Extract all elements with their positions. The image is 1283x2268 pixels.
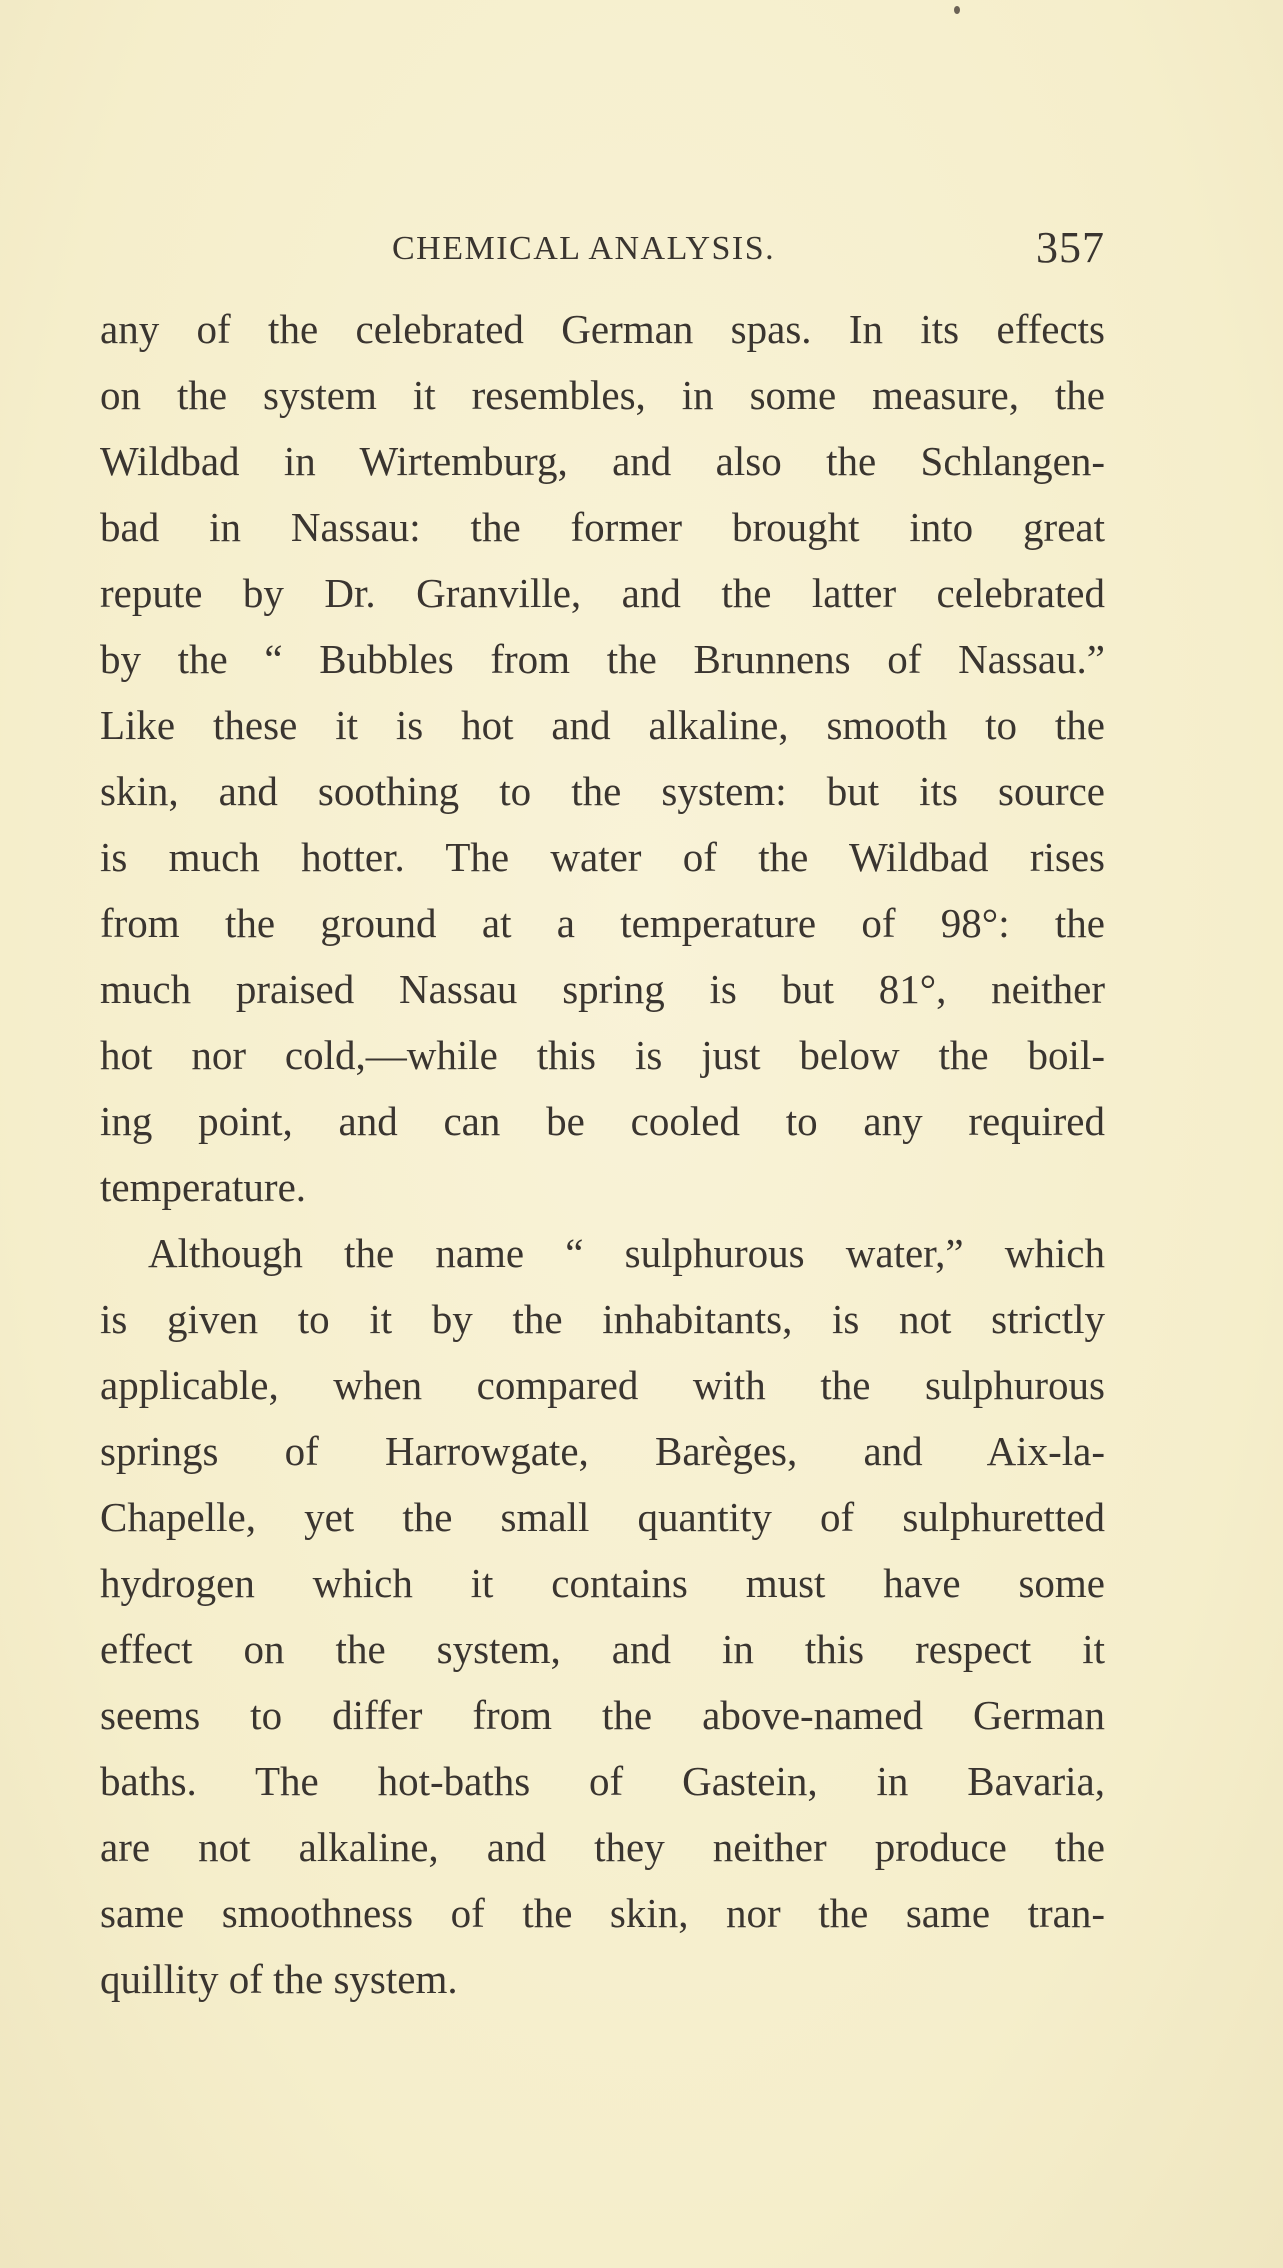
text-line: hot nor cold,—while this is just below the boil- [100, 1032, 1105, 1078]
text-line: are not alkaline, and they neither produce the [100, 1824, 1105, 1870]
text-line: on the system it resembles, in some measure, the [100, 372, 1105, 418]
text-line: Like these it is hot and alkaline, smooth to the [100, 702, 1105, 748]
text-line: is much hotter. The water of the Wildbad rises [100, 834, 1105, 880]
paragraph-start-line: Although the name “ sulphurous water,” which [148, 1230, 1105, 1276]
text-line: any of the celebrated German spas. In its effects [100, 306, 1105, 352]
text-line: springs of Harrowgate, Barèges, and Aix-la- [100, 1428, 1105, 1474]
text-line: applicable, when compared with the sulphurous [100, 1362, 1105, 1408]
text-line: much praised Nassau spring is but 81°, neither [100, 966, 1105, 1012]
text-line: skin, and soothing to the system: but its source [100, 768, 1105, 814]
text-line: repute by Dr. Granville, and the latter celebrated [100, 570, 1105, 616]
paragraph-end-line: quillity of the system. [100, 1956, 458, 2002]
text-line: hydrogen which it contains must have some [100, 1560, 1105, 1606]
text-line: baths. The hot-baths of Gastein, in Bavaria, [100, 1758, 1105, 1804]
text-line: is given to it by the inhabitants, is not strictly [100, 1296, 1105, 1342]
text-line: Chapelle, yet the small quantity of sulphuretted [100, 1494, 1105, 1540]
text-line: same smoothness of the skin, nor the same tran- [100, 1890, 1105, 1936]
text-line: from the ground at a temperature of 98°: the [100, 900, 1105, 946]
page-header [100, 222, 1105, 282]
text-line: Wildbad in Wirtemburg, and also the Schlangen- [100, 438, 1105, 484]
text-line: by the “ Bubbles from the Brunnens of Nassau.” [100, 636, 1105, 682]
text-line: seems to differ from the above-named German [100, 1692, 1105, 1738]
text-line: bad in Nassau: the former brought into great [100, 504, 1105, 550]
paragraph-end-line: temperature. [100, 1164, 307, 1210]
text-line: ing point, and can be cooled to any required [100, 1098, 1105, 1144]
page-body [100, 296, 1105, 2012]
text-line: effect on the system, and in this respect it [100, 1626, 1105, 1672]
page-number: 357 [1036, 223, 1105, 272]
running-head: CHEMICAL ANALYSIS. [392, 230, 776, 267]
ink-speck [954, 6, 960, 14]
